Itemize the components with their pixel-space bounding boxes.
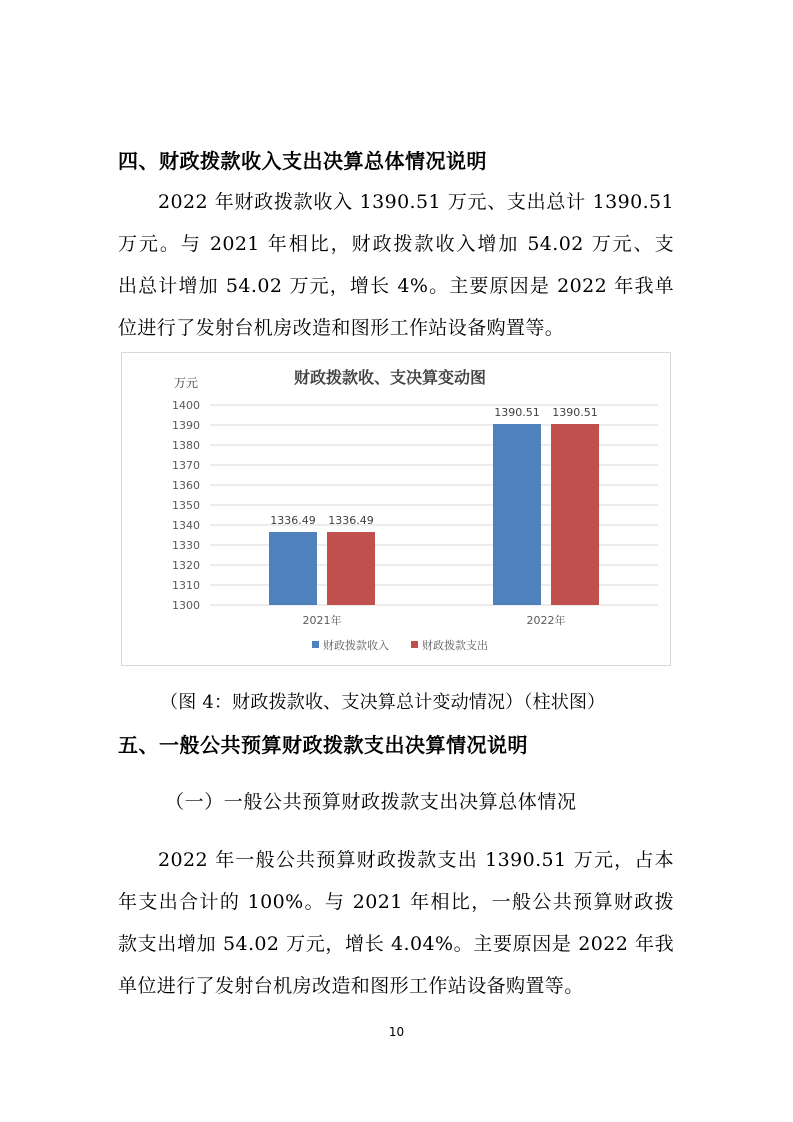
y-tick-label: 1320 (172, 559, 200, 572)
chart-bars (269, 424, 599, 605)
chart-y-axis-unit: 万元 (174, 376, 199, 390)
y-tick-label: 1400 (172, 399, 200, 412)
bar (493, 424, 541, 605)
section4-line-1: 2022 年财政拨款收入 1390.51 万元、支出总计 1390.51 (158, 191, 674, 213)
legend-swatch (312, 641, 319, 648)
bar-value-label: 1390.51 (552, 405, 598, 419)
y-tick-label: 1390 (172, 419, 200, 432)
x-tick-label: 2021年 (302, 614, 342, 627)
bar-chart (121, 352, 671, 666)
legend-label: 财政拨款支出 (422, 639, 488, 652)
y-tick-label: 1310 (172, 579, 200, 592)
section4-line-4: 位进行了发射台机房改造和图形工作站设备购置等。 (118, 317, 565, 339)
section5-subheading: （一）一般公共预算财政拨款支出决算总体情况 (165, 791, 577, 813)
section4-line-2: 万元。与 2021 年相比，财政拨款收入增加 54.02 万元、支 (118, 233, 674, 255)
y-tick-label: 1350 (172, 499, 200, 512)
bar (551, 424, 599, 605)
section5-line-1: 2022 年一般公共预算财政拨款支出 1390.51 万元，占本 (158, 849, 674, 871)
section4-heading: 四、财政拨款收入支出决算总体情况说明 (118, 149, 487, 173)
section5-heading: 五、一般公共预算财政拨款支出决算情况说明 (118, 733, 528, 757)
y-tick-label: 1380 (172, 439, 200, 452)
section4-line-3: 出总计增加 54.02 万元，增长 4%。主要原因是 2022 年我单 (118, 275, 674, 297)
y-tick-label: 1370 (172, 459, 200, 472)
y-tick-label: 1340 (172, 519, 200, 532)
section5-line-2: 年支出合计的 100%。与 2021 年相比，一般公共预算财政拨 (118, 891, 674, 913)
chart-data-labels (270, 406, 598, 527)
bar (269, 532, 317, 605)
bar-value-label: 1336.49 (328, 514, 374, 528)
legend-label: 财政拨款收入 (323, 639, 389, 652)
figure-caption: （图 4：财政拨款收、支决算总计变动情况）（柱状图） (160, 692, 606, 713)
chart-legend (312, 638, 488, 652)
page-number: 10 (388, 1025, 405, 1039)
bar (327, 532, 375, 605)
y-tick-label: 1360 (172, 479, 200, 492)
y-tick-label: 1300 (172, 599, 200, 612)
chart-x-tick-labels (303, 613, 566, 627)
chart-y-tick-labels (172, 399, 200, 612)
y-tick-label: 1330 (172, 539, 200, 552)
bar-value-label: 1336.49 (270, 514, 316, 528)
section5-line-3: 款支出增加 54.02 万元，增长 4.04%。主要原因是 2022 年我 (118, 933, 674, 955)
legend-swatch (411, 641, 418, 648)
bar-value-label: 1390.51 (494, 405, 540, 419)
x-tick-label: 2022年 (526, 614, 566, 627)
chart-title: 财政拨款收、支决算变动图 (293, 368, 487, 387)
bar-chart-svg (122, 353, 670, 665)
section5-line-4: 单位进行了发射台机房改造和图形工作站设备购置等。 (118, 975, 584, 997)
